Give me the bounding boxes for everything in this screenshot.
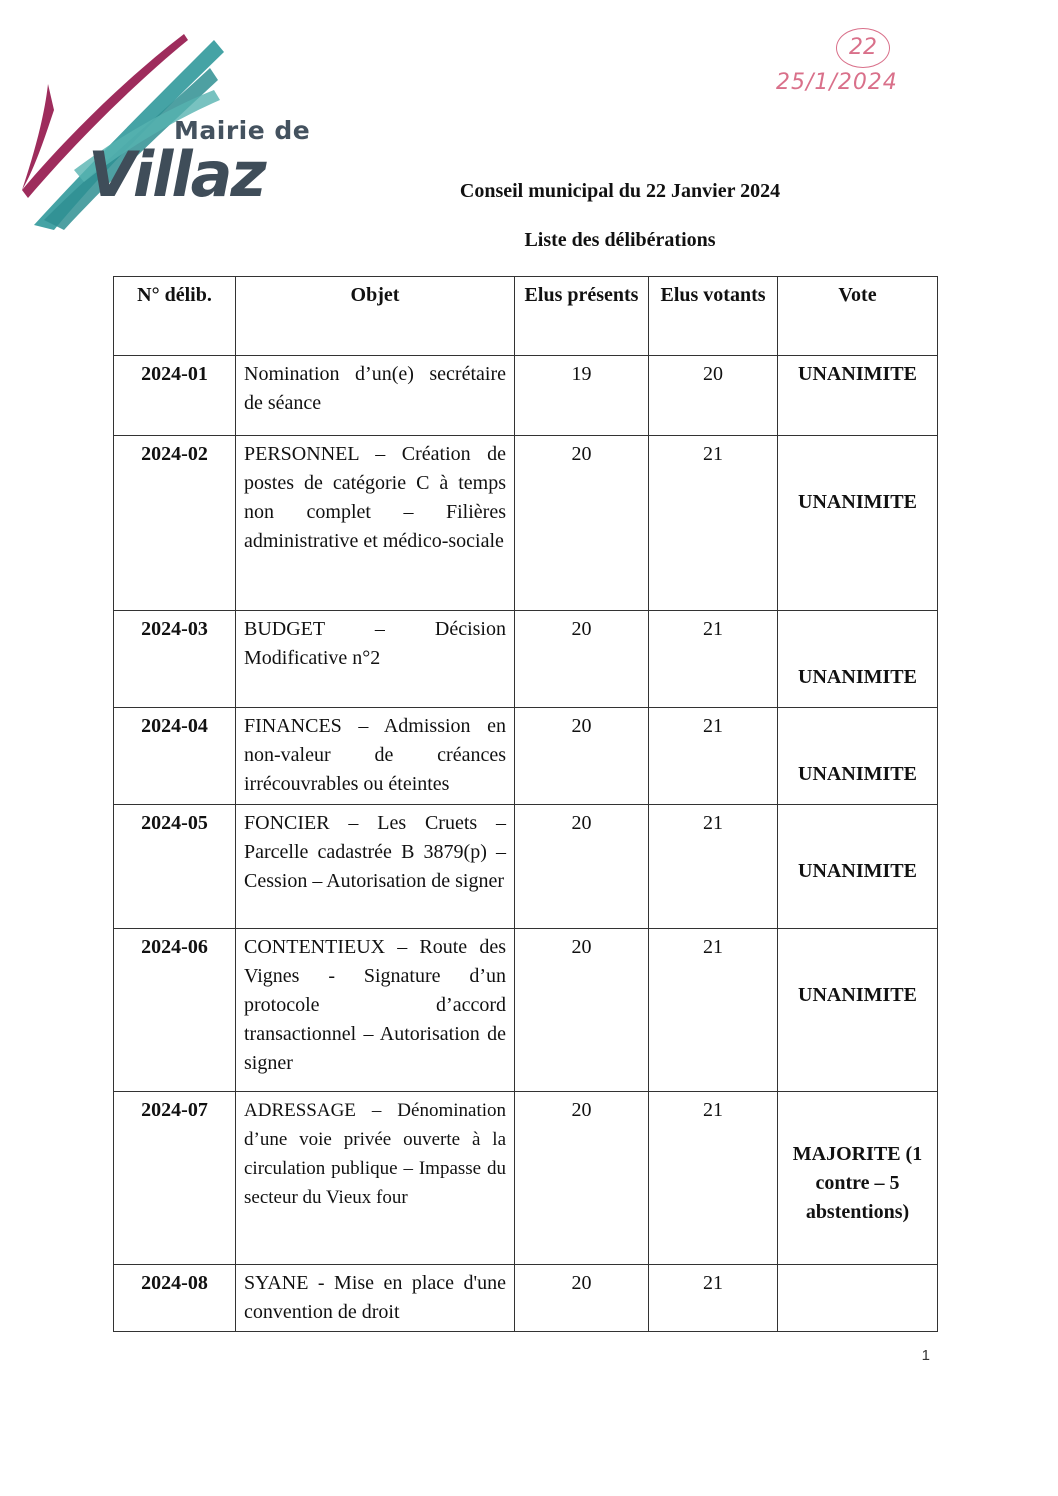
delib-number: 2024-07	[114, 1092, 236, 1265]
delib-objet: BUDGET – Décision Modificative n°2	[236, 611, 515, 708]
header-elus-votants: Elus votants	[649, 277, 778, 356]
elus-votants: 21	[649, 436, 778, 611]
stamp-date: 25/1/2024	[776, 70, 898, 95]
document-title: Conseil municipal du 22 Janvier 2024	[459, 180, 781, 202]
page-number: 1	[921, 1347, 930, 1364]
delib-number: 2024-02	[114, 436, 236, 611]
delib-objet: ADRESSAGE – Dénomination d’une voie privée ouverte à la circulation publique – Impasse du secteur du Vieux four	[236, 1092, 515, 1265]
table-row	[114, 1092, 938, 1265]
delib-objet: SYANE - Mise en place d'une convention de droit	[236, 1265, 515, 1332]
elus-votants: 21	[649, 708, 778, 805]
table-header-row	[114, 277, 938, 356]
vote-result-text: MAJORITE (1 contre – 5 abstentions)	[792, 1143, 923, 1223]
delib-number: 2024-05	[114, 805, 236, 929]
vote-result-text: UNANIMITE	[798, 984, 917, 1006]
delib-objet: CONTENTIEUX – Route des Vignes - Signature d’un protocole d’accord transactionnel – Autorisation de signer	[236, 929, 515, 1092]
delib-number: 2024-08	[114, 1265, 236, 1332]
table-row	[114, 1265, 938, 1332]
logo-text-villaz: Villaz	[88, 138, 265, 211]
vote-result-text: UNANIMITE	[798, 860, 917, 882]
vote-result	[778, 1265, 938, 1332]
delib-objet: FONCIER – Les Cruets – Parcelle cadastrée B 3879(p) – Cession – Autorisation de signer	[236, 805, 515, 929]
delib-number: 2024-06	[114, 929, 236, 1092]
elus-presents: 20	[515, 436, 649, 611]
vote-result	[778, 611, 938, 708]
header-num: N° délib.	[114, 277, 236, 356]
vote-result	[778, 805, 938, 929]
logo-text-mairie-de: Mairie de	[174, 116, 311, 145]
vote-result	[778, 708, 938, 805]
elus-presents: 19	[515, 356, 649, 436]
delib-objet: Nomination d’un(e) secrétaire de séance	[236, 356, 515, 436]
document-subtitle: Liste des délibérations	[524, 229, 716, 251]
elus-presents: 20	[515, 611, 649, 708]
elus-presents: 20	[515, 1265, 649, 1332]
table-row	[114, 708, 938, 805]
elus-presents: 20	[515, 929, 649, 1092]
elus-presents: 20	[515, 805, 649, 929]
table-row	[114, 436, 938, 611]
delib-number: 2024-04	[114, 708, 236, 805]
elus-votants: 21	[649, 1265, 778, 1332]
delib-number: 2024-01	[114, 356, 236, 436]
elus-presents: 20	[515, 1092, 649, 1265]
header-objet: Objet	[236, 277, 515, 356]
vote-result	[778, 436, 938, 611]
vote-result-text: UNANIMITE	[798, 491, 917, 513]
vote-result	[778, 929, 938, 1092]
table-row	[114, 805, 938, 929]
delib-objet: FINANCES – Admission en non-valeur de créances irrécouvrables ou éteintes	[236, 708, 515, 805]
vote-result-text: UNANIMITE	[798, 363, 917, 385]
deliberations-table	[113, 276, 938, 1332]
header-elus-presents: Elus présents	[515, 277, 649, 356]
delib-objet: PERSONNEL – Création de postes de catégorie C à temps non complet – Filières administrative et médico-sociale	[236, 436, 515, 611]
vote-result-text: UNANIMITE	[798, 666, 917, 688]
elus-votants: 21	[649, 1092, 778, 1265]
elus-presents: 20	[515, 708, 649, 805]
header-vote: Vote	[778, 277, 938, 356]
vote-result	[778, 356, 938, 436]
delib-number: 2024-03	[114, 611, 236, 708]
elus-votants: 21	[649, 929, 778, 1092]
table-row	[114, 611, 938, 708]
mairie-logo	[14, 20, 311, 240]
table-row	[114, 929, 938, 1092]
stamp-number: 22	[836, 28, 890, 68]
elus-votants: 21	[649, 611, 778, 708]
elus-votants: 21	[649, 805, 778, 929]
elus-votants: 20	[649, 356, 778, 436]
handwritten-reception-stamp	[776, 28, 956, 108]
vote-result	[778, 1092, 938, 1265]
vote-result-text: UNANIMITE	[798, 763, 917, 785]
table-row	[114, 356, 938, 436]
